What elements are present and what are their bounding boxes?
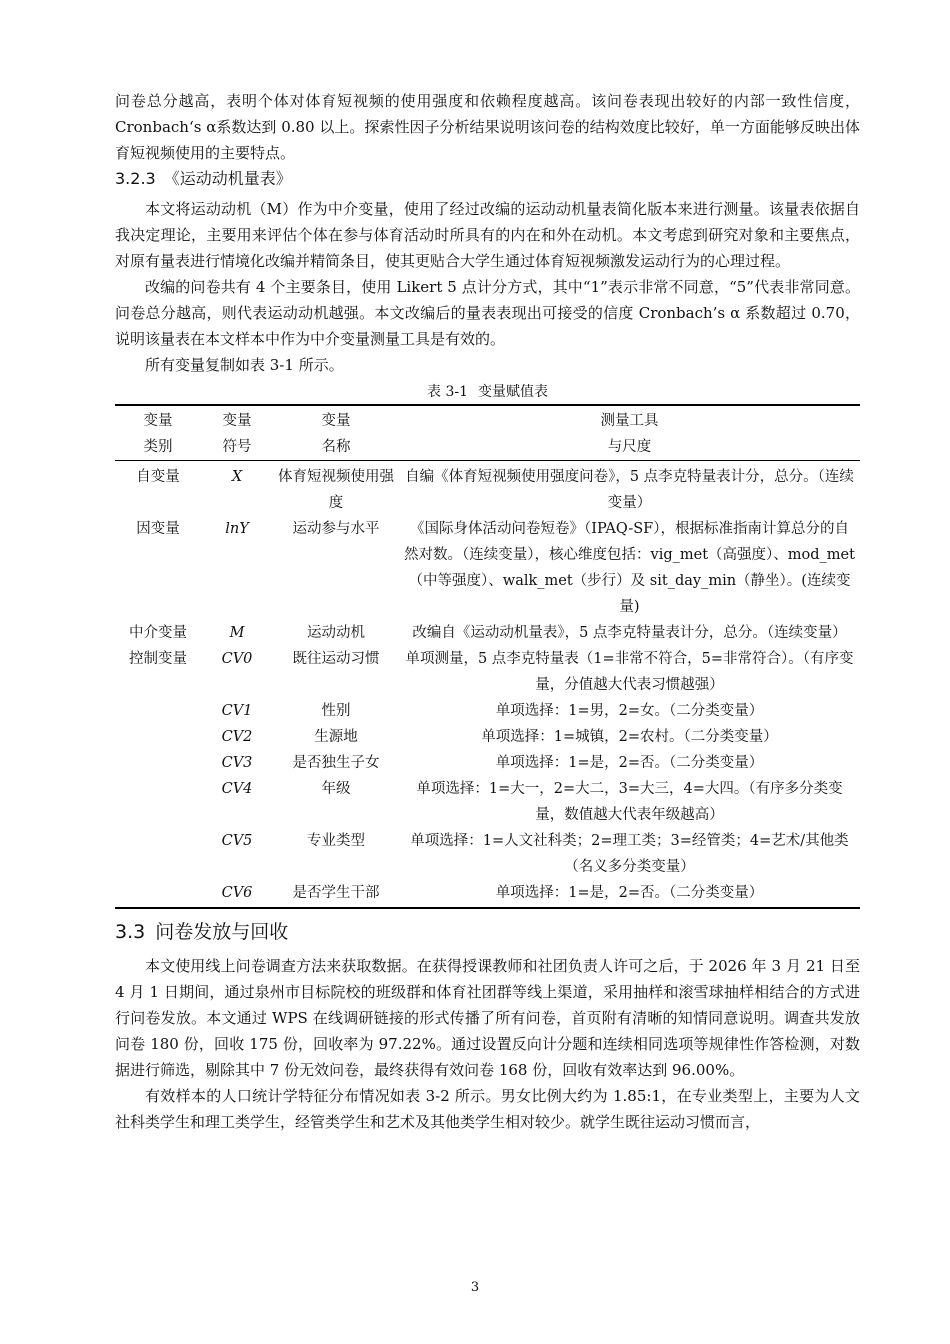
paragraph-distribution-2: 有效样本的人口统计学特征分布情况如表 3-2 所示。男女比例大约为 1.85:1，在专业类型上，主要为人文社科类学生和理工类学生，经管类学生和艺术及其他类学生相对较少。就学生既往运动习惯而言， bbox=[115, 1087, 860, 1131]
header-tool: 测量工具 与尺度 bbox=[399, 405, 860, 461]
table-caption-number: 表 3-1 bbox=[427, 384, 468, 400]
section-title: 《运动动机量表》 bbox=[163, 169, 292, 188]
cell-type bbox=[115, 776, 201, 828]
cell-type bbox=[115, 828, 201, 880]
cell-type: 自变量 bbox=[136, 469, 180, 485]
paragraph-motivation-1: 本文将运动动机（M）作为中介变量，使用了经过改编的运动动机量表简化版本来进行测量。该量表依据自我决定理论，主要用来评估个体在参与体育活动时所具有的内在和外在动机。本文考虑到研究对象和主要焦点，对原有量表进行情境化改编并精简条目，使其更贴合大学生通过体育短视频激发运动行为的心理过程。 bbox=[115, 200, 860, 270]
cell-symbol: X bbox=[231, 469, 243, 485]
cell-tool: 单项测量，5 点李克特量表（1=非常不符合，5=非常符合）。（有序变量，分值越大代表习惯越强） bbox=[405, 651, 854, 693]
section-heading-3-3 bbox=[115, 915, 860, 949]
paragraph-top: 问卷总分越高，表明个体对体育短视频的使用强度和依赖程度越高。该问卷表现出较好的内部一致性信度，Cronbach‘s α系数达到 0.80 以上。探索性因子分析结果说明该问卷的结构效度比较好，单一方面能够反映出体育短视频使用的主要特点。 bbox=[115, 92, 860, 162]
table-caption bbox=[115, 380, 860, 404]
table-row bbox=[115, 724, 860, 750]
section-heading-3-2-3 bbox=[115, 166, 860, 196]
header-symbol: 变量 符号 bbox=[201, 405, 273, 461]
cell-symbol: CV3 bbox=[221, 755, 253, 771]
cell-type bbox=[115, 750, 201, 776]
cell-name: 体育短视频使用强度 bbox=[278, 469, 394, 511]
paragraph-motivation-3: 所有变量复制如表 3-1 所示。 bbox=[145, 356, 344, 374]
header-type: 变量 类别 bbox=[115, 405, 201, 461]
cell-type: 因变量 bbox=[136, 521, 180, 537]
cell-symbol: CV2 bbox=[221, 729, 253, 745]
cell-name: 是否学生干部 bbox=[292, 885, 380, 901]
table-header-row bbox=[115, 405, 860, 461]
table-row bbox=[115, 698, 860, 724]
cell-tool: 改编自《运动动机量表》，5 点李克特量表计分，总分。（连续变量） bbox=[412, 625, 847, 641]
table-row bbox=[115, 776, 860, 828]
cell-tool: 单项选择：1=男，2=女。（二分类变量） bbox=[495, 703, 764, 719]
cell-type bbox=[115, 880, 201, 908]
cell-symbol: CV4 bbox=[221, 781, 253, 797]
cell-tool: 自编《体育短视频使用强度问卷》，5 点李克特量表计分，总分。（连续变量） bbox=[405, 469, 854, 511]
cell-tool: 单项选择：1=城镇，2=农村。（二分类变量） bbox=[481, 729, 778, 745]
cell-type bbox=[115, 724, 201, 750]
cell-type: 中介变量 bbox=[129, 625, 187, 641]
cell-name: 生源地 bbox=[314, 729, 358, 745]
cell-tool: 单项选择：1=人文社科类；2=理工类；3=经管类；4=艺术/其他类（名义多分类变量） bbox=[410, 833, 849, 875]
cell-symbol: CV0 bbox=[221, 651, 253, 667]
table-row bbox=[115, 880, 860, 908]
cell-symbol: M bbox=[229, 625, 245, 641]
paragraph-distribution-1: 本文使用线上问卷调查方法来获取数据。在获得授课教师和社团负责人许可之后，于 2026 年 3 月 21 日至 4 月 1 日期间，通过泉州市目标院校的班级群和体育社团群等线上渠道，采用抽样和滚雪球抽样相结合的方式进行问卷发放。本文通过 WPS 在线调研链接的形式传播了所有问卷，首页附有清晰的知情同意说明。调查共发放问卷 180 份，回收 175 份，回收率为 97.22%。通过设置反向计分题和连续相同选项等规律性作答检测，对数据进行筛选，剔除其中 7 份无效问卷，最终获得有效问卷 168 份，回收有效率达到 96.00%。 bbox=[115, 957, 860, 1079]
cell-tool: 《国际身体活动问卷短卷》（IPAQ-SF），根据标准指南计算总分的自然对数。（连续变量），核心维度包括：vig_met（高强度）、mod_met（中等强度）、walk_met（步行）及 sit_day_min（静坐）。(连续变量) bbox=[404, 521, 855, 615]
cell-symbol: lnY bbox=[225, 521, 249, 537]
variable-assignment-table bbox=[115, 404, 860, 909]
table-row bbox=[115, 750, 860, 776]
cell-name: 既往运动习惯 bbox=[292, 651, 380, 667]
cell-symbol: CV1 bbox=[221, 703, 253, 719]
cell-name: 年级 bbox=[321, 781, 351, 797]
table-row bbox=[115, 461, 860, 517]
cell-name: 性别 bbox=[321, 703, 351, 719]
table-row bbox=[115, 828, 860, 880]
cell-name: 专业类型 bbox=[307, 833, 365, 849]
table-row bbox=[115, 646, 860, 698]
cell-type bbox=[115, 698, 201, 724]
cell-name: 运动参与水平 bbox=[292, 521, 380, 537]
page-content bbox=[115, 88, 860, 1135]
section-number: 3.3 bbox=[115, 921, 146, 943]
section-number: 3.2.3 bbox=[115, 169, 156, 188]
table-row bbox=[115, 620, 860, 646]
section-title: 问卷发放与回收 bbox=[155, 921, 289, 943]
cell-symbol: CV5 bbox=[221, 833, 253, 849]
cell-tool: 单项选择：1=是，2=否。（二分类变量） bbox=[495, 885, 764, 901]
cell-type: 控制变量 bbox=[129, 651, 187, 667]
table-caption-title: 变量赋值表 bbox=[478, 384, 548, 400]
cell-name: 运动动机 bbox=[307, 625, 365, 641]
paragraph-motivation-2: 改编的问卷共有 4 个主要条目，使用 Likert 5 点计分方式，其中“1”表示非常不同意，“5”代表非常同意。问卷总分越高，则代表运动动机越强。本文改编后的量表表现出可接受的信度 Cronbach’s α 系数超过 0.70，说明该量表在本文样本中作为中介变量测量工具是有效的。 bbox=[115, 278, 860, 348]
header-name: 变量 名称 bbox=[273, 405, 399, 461]
cell-tool: 单项选择：1=大一，2=大二，3=大三，4=大四。（有序多分类变量，数值越大代表年级越高） bbox=[416, 781, 843, 823]
cell-name: 是否独生子女 bbox=[292, 755, 380, 771]
cell-tool: 单项选择：1=是，2=否。（二分类变量） bbox=[495, 755, 764, 771]
page-number: 3 bbox=[470, 1280, 480, 1295]
table-row bbox=[115, 516, 860, 620]
cell-symbol: CV6 bbox=[221, 885, 253, 901]
